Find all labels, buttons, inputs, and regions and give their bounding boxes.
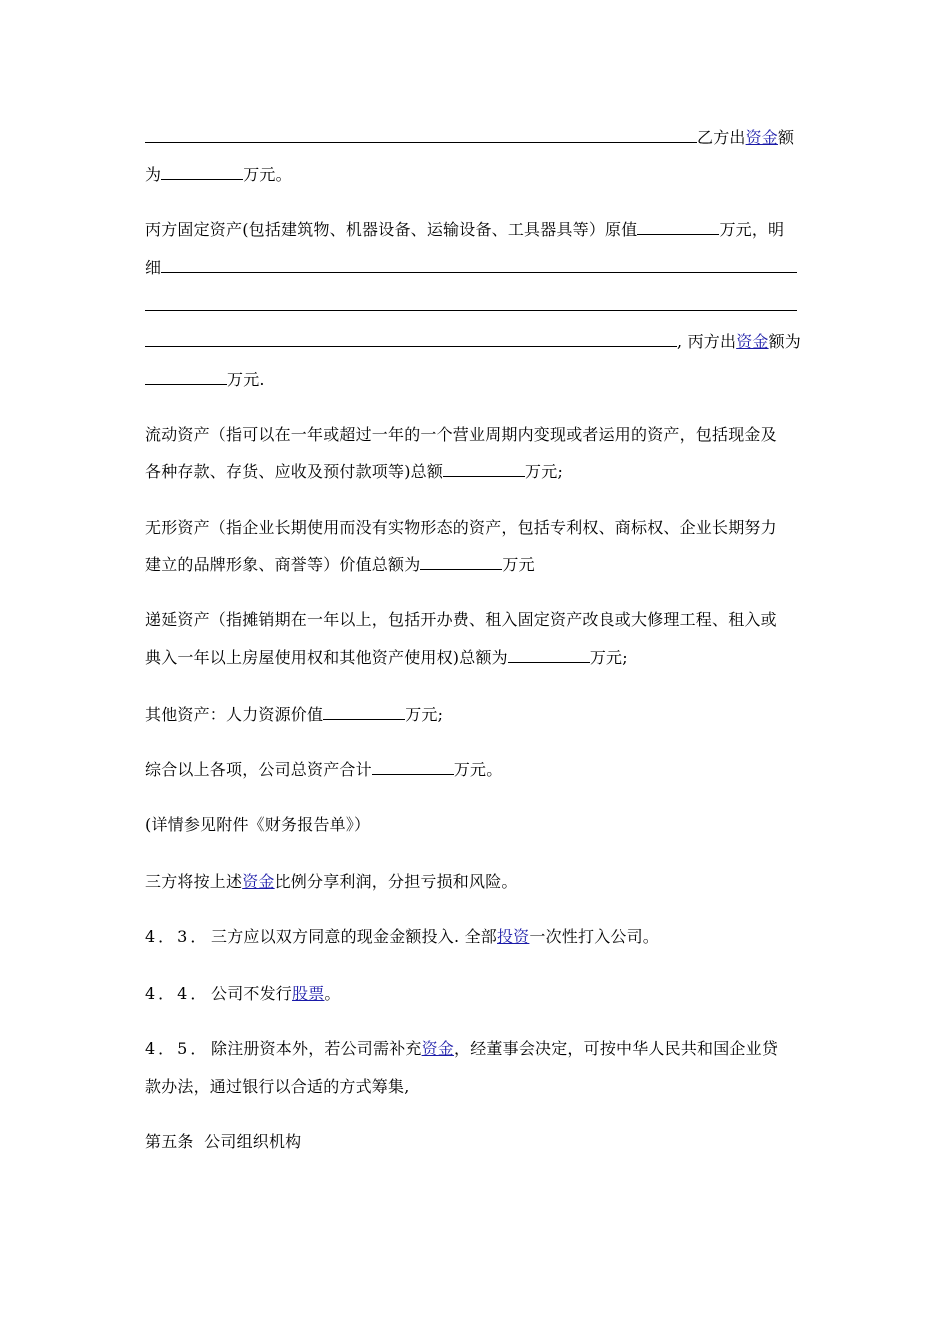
text: 额 bbox=[778, 128, 795, 147]
line-intangible-assets-2 bbox=[145, 555, 535, 575]
text: , 丙方出 bbox=[677, 332, 737, 351]
line-current-assets bbox=[145, 425, 777, 445]
text: 万元; bbox=[589, 648, 628, 667]
text: 一次性打入公司。 bbox=[529, 927, 659, 946]
link-capital[interactable]: 资金 bbox=[242, 872, 275, 891]
text: 万元; bbox=[525, 462, 564, 481]
text: 万元. bbox=[227, 370, 265, 389]
section-heading: 第五条 公司组织机构 bbox=[145, 1132, 302, 1151]
text: 三方将按上述 bbox=[145, 872, 243, 891]
text: 各种存款、存货、应收及预付款项等)总额 bbox=[145, 462, 444, 481]
text: 为 bbox=[145, 165, 162, 184]
blank-field bbox=[145, 128, 697, 143]
clause-number: 4．3． bbox=[145, 927, 210, 946]
text: 细 bbox=[145, 258, 162, 277]
line-fixed-assets bbox=[145, 220, 784, 240]
blank-field bbox=[161, 165, 243, 180]
blank-field bbox=[372, 760, 454, 775]
line-capital-c-amount bbox=[145, 370, 265, 390]
text: 建立的品牌形象、商誉等）价值总额为 bbox=[145, 555, 421, 574]
text: 款办法，通过银行以合适的方式筹集, bbox=[145, 1077, 410, 1096]
text: 除注册资本外，若公司需补充 bbox=[211, 1039, 422, 1058]
text: 。 bbox=[324, 984, 341, 1003]
section-heading-article-5 bbox=[145, 1132, 301, 1152]
text: 万元。 bbox=[243, 165, 292, 184]
text: 万元 bbox=[502, 555, 535, 574]
text: 三方应以双方同意的现金金额投入. 全部 bbox=[211, 927, 497, 946]
line-blank bbox=[145, 296, 797, 316]
text: 流动资产（指可以在一年或超过一年的一个营业周期内变现或者运用的资产，包括现金及 bbox=[145, 425, 777, 444]
text: 综合以上各项，公司总资产合计 bbox=[145, 760, 372, 779]
line-intangible-assets bbox=[145, 518, 777, 538]
line-current-assets-2 bbox=[145, 462, 563, 482]
line-deferred-assets bbox=[145, 610, 777, 630]
blank-field bbox=[161, 258, 797, 273]
blank-field bbox=[508, 648, 590, 663]
clause-4-5-cont bbox=[145, 1077, 410, 1097]
blank-field bbox=[323, 705, 405, 720]
line-deferred-assets-2 bbox=[145, 648, 628, 668]
line-total-assets bbox=[145, 760, 502, 780]
line-other-assets bbox=[145, 705, 443, 725]
clause-4-3 bbox=[145, 927, 659, 947]
text: 比例分享利润，分担亏损和风险。 bbox=[274, 872, 518, 891]
text: ，经董事会决定，可按中华人民共和国企业贷 bbox=[454, 1039, 779, 1058]
link-capital[interactable]: 资金 bbox=[421, 1039, 455, 1058]
blank-field bbox=[443, 462, 525, 477]
text: 无形资产（指企业长期使用而没有实物形态的资产，包括专利权、商标权、企业长期努力 bbox=[145, 518, 777, 537]
link-capital[interactable]: 资金 bbox=[745, 128, 779, 147]
blank-field bbox=[145, 296, 797, 311]
clause-number: 4．4． bbox=[145, 984, 210, 1003]
text: 丙方固定资产(包括建筑物、机器设备、运输设备、工具器具等）原值 bbox=[145, 220, 638, 239]
text: 其他资产：人力资源价值 bbox=[145, 705, 324, 724]
link-capital[interactable]: 资金 bbox=[736, 332, 769, 351]
line-capital-b bbox=[145, 128, 794, 148]
clause-number: 4．5． bbox=[145, 1039, 210, 1058]
text: (详情参见附件《财务报告单》） bbox=[145, 815, 371, 834]
blank-field bbox=[420, 555, 502, 570]
blank-field bbox=[145, 332, 677, 347]
clause-4-4 bbox=[145, 984, 341, 1004]
blank-field bbox=[145, 370, 227, 385]
text: 乙方出 bbox=[697, 128, 746, 147]
link-stock[interactable]: 股票 bbox=[292, 984, 325, 1003]
text: 万元; bbox=[405, 705, 444, 724]
text: 公司不发行 bbox=[211, 984, 293, 1003]
clause-4-5 bbox=[145, 1039, 778, 1059]
text: 典入一年以上房屋使用权和其他资产使用权)总额为 bbox=[145, 648, 508, 667]
blank-field bbox=[637, 220, 719, 235]
line-fixed-assets-detail bbox=[145, 258, 797, 278]
text: 递延资产（指摊销期在一年以上，包括开办费、租入固定资产改良或大修理工程、租入或 bbox=[145, 610, 777, 629]
text: 额为 bbox=[768, 332, 801, 351]
text: 万元，明 bbox=[719, 220, 785, 239]
link-investment[interactable]: 投资 bbox=[496, 927, 530, 946]
line-capital-c bbox=[145, 332, 801, 352]
text: 万元。 bbox=[453, 760, 503, 779]
line-profit-sharing bbox=[145, 872, 518, 892]
line-capital-b-amount bbox=[145, 165, 292, 185]
line-see-attachment bbox=[145, 815, 370, 835]
